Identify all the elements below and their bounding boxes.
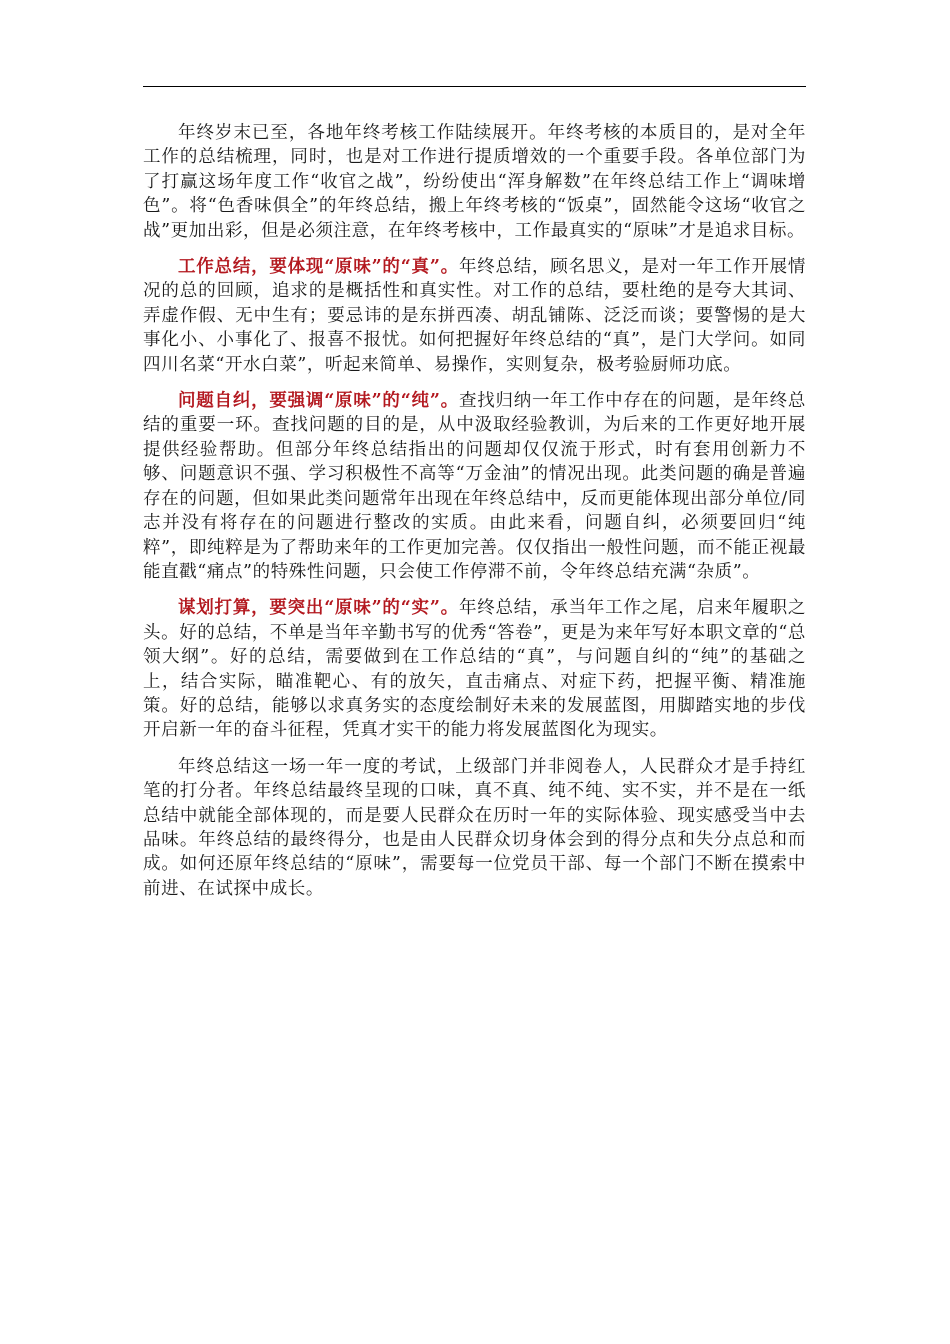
paragraph-work-summary (143, 255, 806, 377)
paragraph-text: 查找归纳一年工作中存在的问题，是年终总结的重要一环。查找问题的目的是，从中汲取经验教训，为后来的工作更好地开展提供经验帮助。但部分年终总结指出的问题却仅仅流于形式，时有套用创新力不够、问题意识不强、学习积极性不高等“万金油”的情况出现。此类问题的确是普遍存在的问题，但如果此类问题常年出现在年终总结中，反而更能体现出部分单位/同志并没有将存在的问题进行整改的实质。由此来看，问题自纠，必须要回归“纯粹”，即纯粹是为了帮助来年的工作更加完善。仅仅指出一般性问题，而不能正视最能直戳“痛点”的特殊性问题，只会使工作停滞不前，令年终总结充满“杂质”。 (143, 391, 806, 582)
paragraph-lead: 谋划打算，要突出“原味”的“实”。 (178, 598, 459, 619)
paragraph-lead: 工作总结，要体现“原味”的“真”。 (178, 257, 459, 278)
paragraph-problem-correction (143, 389, 806, 584)
header-rule (143, 86, 806, 87)
paragraph-lead: 问题自纠，要强调“原味”的“纯”。 (178, 391, 459, 412)
paragraph-conclusion (143, 755, 806, 901)
paragraph-text: 年终总结，承当年工作之尾，启来年履职之头。好的总结，不单是当年辛勤书写的优秀“答卷”，更是为来年写好本职文章的“总领大纲”。好的总结，需要做到在工作总结的“真”，与问题自纠的“纯”的基础之上，结合实际，瞄准靶心、有的放矢，直击痛点、对症下药，把握平衡、精准施策。好的总结，能够以求真务实的态度绘制好未来的发展蓝图，用脚踏实地的步伐开启新一年的奋斗征程，凭真才实干的能力将发展蓝图化为现实。 (143, 598, 806, 741)
paragraph-planning (143, 596, 806, 742)
article-body (143, 121, 806, 913)
paragraph-text: 年终总结，顾名思义，是对一年工作开展情况的总的回顾，追求的是概括性和真实性。对工作的总结，要杜绝的是夸大其词、弄虚作假、无中生有；要忌讳的是东拼西凑、胡乱铺陈、泛泛而谈；要警惕的是大事化小、小事化了、报喜不报忧。如何把握好年终总结的“真”，是门大学问。如同四川名菜“开水白菜”，听起来简单、易操作，实则复杂，极考验厨师功底。 (143, 257, 806, 375)
paragraph-intro (143, 121, 806, 243)
paragraph-text: 年终岁末已至，各地年终考核工作陆续展开。年终考核的本质目的，是对全年工作的总结梳理，同时，也是对工作进行提质增效的一个重要手段。各单位部门为了打赢这场年度工作“收官之战”，纷纷使出“浑身解数”在年终总结工作上“调味增色”。将“色香味俱全”的年终总结，搬上年终考核的“饭桌”，固然能令这场“收官之战”更加出彩，但是必须注意，在年终考核中，工作最真实的“原味”才是追求目标。 (143, 123, 806, 241)
paragraph-text: 年终总结这一场一年一度的考试，上级部门并非阅卷人，人民群众才是手持红笔的打分者。年终总结最终呈现的口味，真不真、纯不纯、实不实，并不是在一纸总结中就能全部体现的，而是要人民群众在历时一年的实际体验、现实感受当中去品味。年终总结的最终得分，也是由人民群众切身体会到的得分点和失分点总和而成。如何还原年终总结的“原味”，需要每一位党员干部、每一个部门不断在摸索中前进、在试探中成长。 (143, 756, 806, 899)
